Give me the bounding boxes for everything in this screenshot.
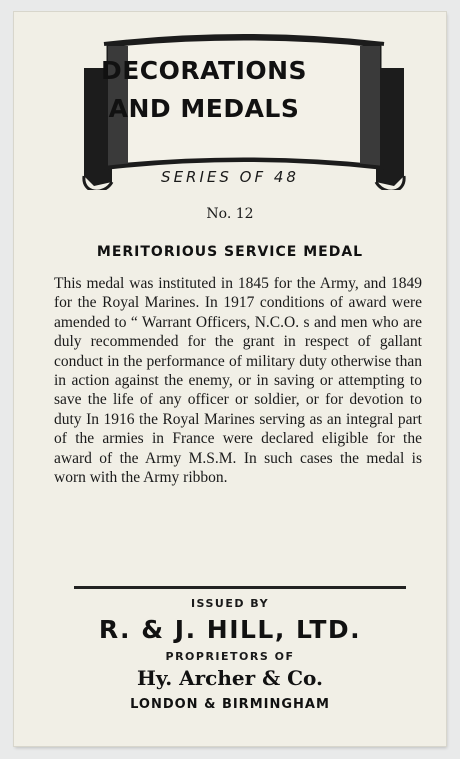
- banner-title-line1: DECORATIONS: [100, 56, 308, 85]
- cigarette-card: [14, 12, 446, 746]
- proprietor-name: Hy. Archer & Co.: [136, 666, 324, 690]
- divider-rule: [74, 586, 406, 589]
- series-label: SERIES OF 48: [161, 168, 299, 186]
- card-heading: MERITORIOUS SERVICE MEDAL: [96, 244, 364, 260]
- proprietors-label: PROPRIETORS OF: [165, 650, 295, 663]
- description-text: This medal was instituted in 1845 for the Army, and 1849 for the Royal Marines. In 1917 conditions of award were amended to “ Warrant Officers, N.C.O. s and men who are duly recommended for the grant in respect of gallant conduct in the performance of military duty otherwise than in action against the enemy, or in saving or attempting to save the life of any officer or soldier, or for devotion to duty In 1916 the Royal Marines serving as an integral part of the armies in France were declared eligible for the award of the Army M.S.M. In such cases the medal is worn with the Army ribbon.: [54, 275, 422, 487]
- banner-title-line2: AND MEDALS: [108, 94, 300, 123]
- location-text: LONDON & BIRMINGHAM: [130, 697, 330, 712]
- company-name: R. & J. HILL, LTD.: [98, 615, 362, 644]
- issued-by-label: ISSUED BY: [190, 597, 270, 610]
- card-number: No. 12: [206, 206, 254, 222]
